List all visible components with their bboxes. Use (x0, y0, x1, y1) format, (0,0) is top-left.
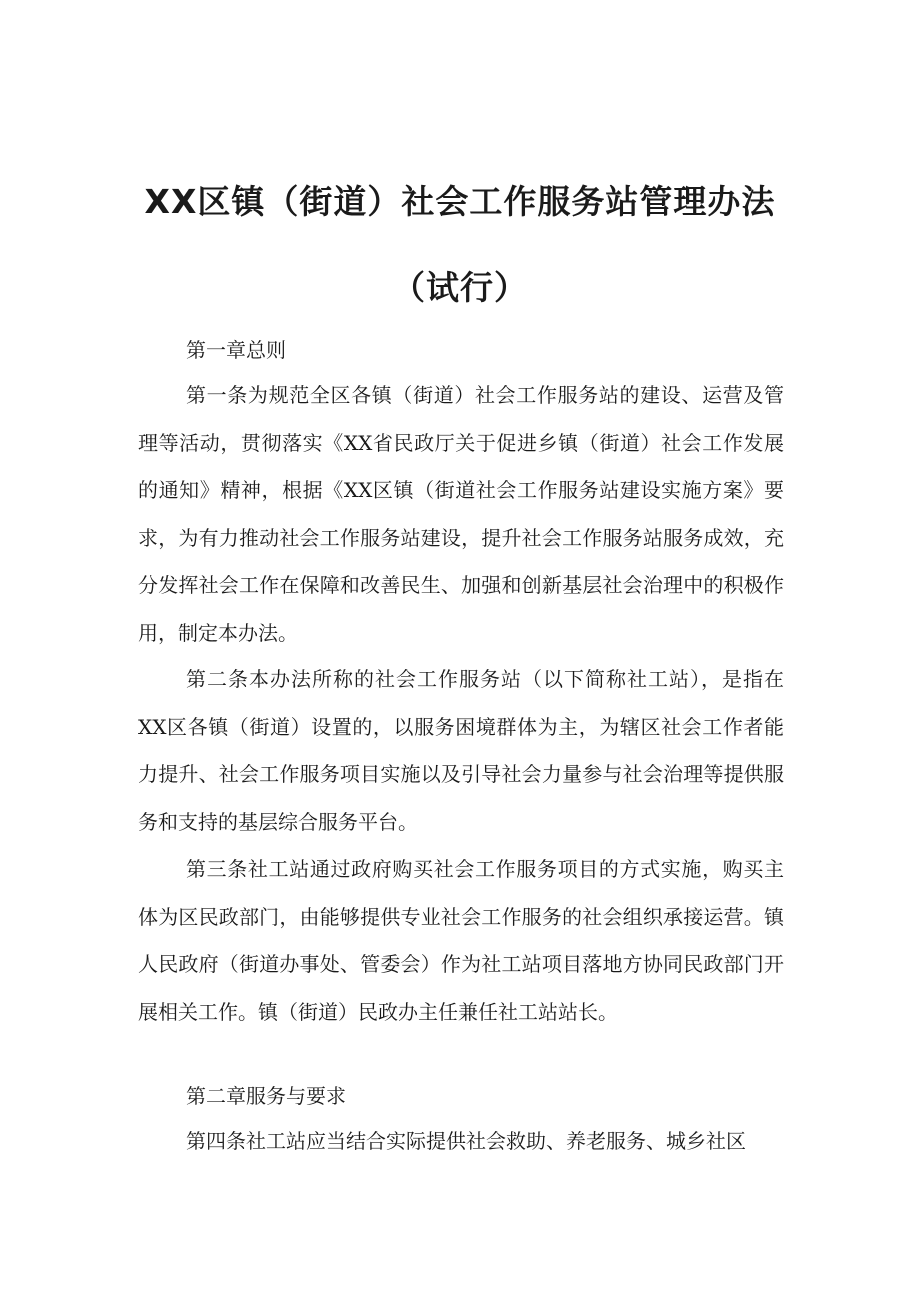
article-4-paragraph: 第四条社工站应当结合实际提供社会救助、养老服务、城乡社区 (186, 1129, 746, 1153)
chapter-heading-services: 第二章服务与要求 (186, 1084, 346, 1108)
article-1-paragraph: 第一条为规范全区各镇（街道）社会工作服务站的建设、运营及管理等活动，贯彻落实《XX省民政厅关于促进乡镇（街道）社会工作发展的通知》精神，根据《XX区镇（街道社会工作服务站建设实施方案》要求，为有力推动社会工作服务站建设，提升社会工作服务站服务成效，充分发挥社会工作在保障和改善民生、加强和创新基层社会治理中的积极作用，制定本办法。 (138, 383, 784, 645)
article-2-paragraph: 第二条本办法所称的社会工作服务站（以下简称社工站），是指在XX区各镇（街道）设置的，以服务困境群体为主，为辖区社会工作者能力提升、社会工作服务项目实施以及引导社会力量参与社会治理等提供服务和支持的基层综合服务平台。 (138, 667, 784, 834)
article-3-paragraph: 第三条社工站通过政府购买社会工作服务项目的方式实施，购买主体为区民政部门，由能够提供专业社会工作服务的社会组织承接运营。镇人民政府（街道办事处、管委会）作为社工站项目落地方协同民政部门开展相关工作。镇（街道）民政办主任兼任社工站站长。 (138, 857, 784, 1024)
chapter-heading-general: 第一章总则 (186, 338, 286, 362)
document-subtitle: （试行） (392, 268, 528, 307)
document-title: XX区镇（街道）社会工作服务站管理办法 (144, 182, 776, 221)
